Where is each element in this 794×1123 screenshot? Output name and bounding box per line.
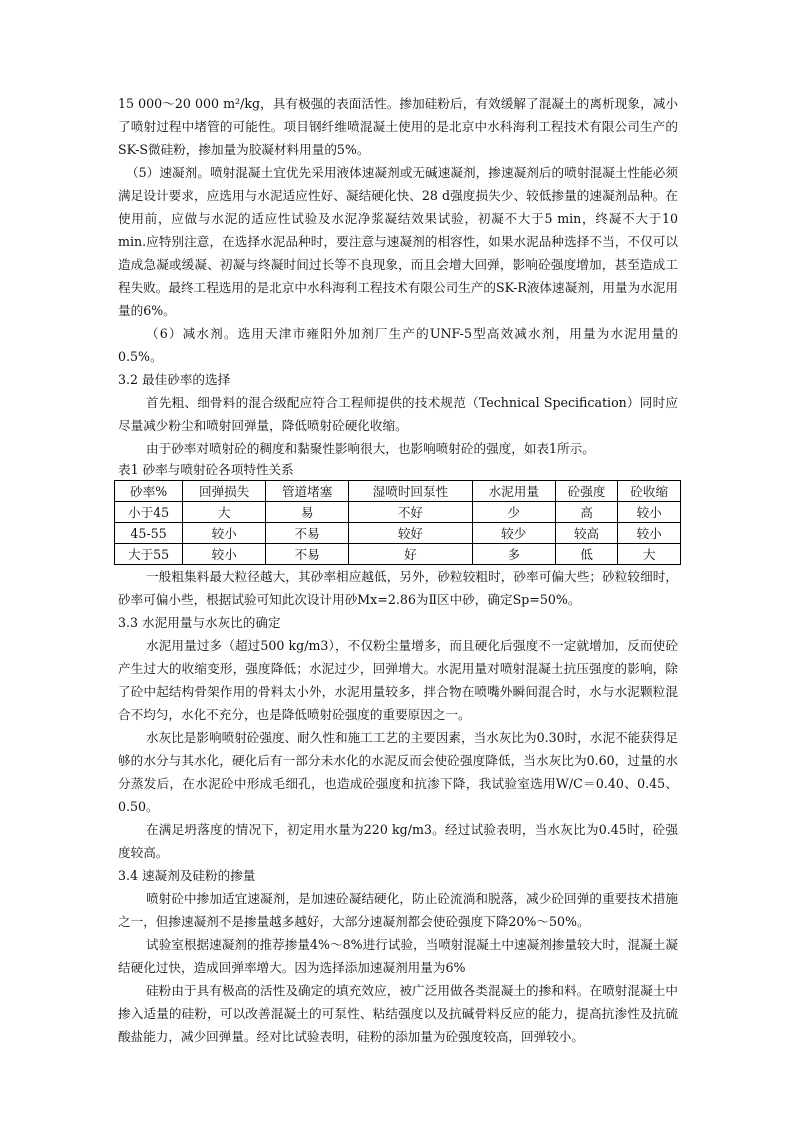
table-cell: 较小: [183, 544, 266, 565]
table-cell: 不好: [349, 502, 473, 523]
table-cell: 不易: [266, 523, 349, 544]
body-text-bottom: [118, 565, 678, 1048]
table-caption: 表1 砂率与喷射砼各项特性关系: [118, 462, 294, 477]
section-heading: 3.4 速凝剂及硅粉的掺量: [118, 868, 256, 883]
table-header-cell: 水泥用量: [472, 481, 555, 502]
table-row: [115, 544, 681, 565]
paragraph: （5）速凝剂。喷射混凝土宜优先采用液体速凝剂或无碱速凝剂，掺速凝剂后的喷射混凝土性能必须满足设计要求，应选用与水泥适应性好、凝结硬化快、28 d强度损失少、较低掺量的速凝剂品种。在使用前，应做与水泥的适应性试验及水泥净浆凝结效果试验，初凝不大于5 min，终凝不大于10 min.应特别注意，在选择水泥品种时，要注意与速凝剂的相容性，如果水泥品种选择不当，不仅可以造成急凝或缓凝、初凝与终凝时间过长等不良现象，而且会增大回弹，影响砼强度增加，甚至造成工程失败。最终工程选用的是北京中水科海利工程技术有限公司生产的SK-R液体速凝剂，用量为水泥用量的6%。: [118, 165, 678, 318]
table-cell: 45-55: [115, 523, 183, 544]
paragraph: 试验室根据速凝剂的推荐掺量4%～8%进行试验，当喷射混凝土中速凝剂掺量较大时，混凝土凝结硬化过快，造成回弹率增大。因为选择添加速凝剂用量为6%: [118, 937, 678, 975]
section-heading: 3.2 最佳砂率的选择: [118, 372, 231, 387]
table-header-row: [115, 481, 681, 502]
paragraph: （6）减水剂。选用天津市雍阳外加剂厂生产的UNF-5型高效减水剂，用量为水泥用量的0.5%。: [118, 326, 678, 364]
paragraph: 水泥用量过多（超过500 kg/m3），不仅粉尘量增多，而且硬化后强度不一定就增加，反而使砼产生过大的收缩变形，强度降低；水泥过少，回弹增大。水泥用量对喷射混凝土抗压强度的影响，除了砼中起结构骨架作用的骨料太小外，水泥用量较多，拌合物在喷嘴外瞬间混合时，水与水泥颗粒混合不均匀，水化不充分，也是降低喷射砼强度的重要原因之一。: [118, 638, 678, 722]
table-cell: 较小: [618, 523, 681, 544]
table-cell: 较好: [349, 523, 473, 544]
table-row: [115, 502, 681, 523]
paragraph: 喷射砼中掺加适宜速凝剂，是加速砼凝结硬化，防止砼流淌和脱落，减少砼回弹的重要技术措施之一，但掺速凝剂不是掺量越多越好，大部分速凝剂都会使砼强度下降20%～50%。: [118, 891, 678, 929]
table-cell: 少: [472, 502, 555, 523]
table-cell: 不易: [266, 544, 349, 565]
table-header-cell: 砼收缩: [618, 481, 681, 502]
paragraph: 首先粗、细骨料的混合级配应符合工程师提供的技术规范（Technical Specification）同时应尽量减少粉尘和喷射回弹量，降低喷射砼硬化收缩。: [118, 395, 678, 433]
table-cell: 较高: [555, 523, 618, 544]
paragraph: 由于砂率对喷射砼的稠度和黏聚性影响很大，也影响喷射砼的强度，如表1所示。: [146, 441, 595, 456]
table-cell: 高: [555, 502, 618, 523]
table-cell: 低: [555, 544, 618, 565]
table-cell: 大于55: [115, 544, 183, 565]
section-heading: 3.3 水泥用量与水灰比的确定: [118, 615, 281, 630]
table-header-cell: 砼强度: [555, 481, 618, 502]
table-cell: 大: [183, 502, 266, 523]
paragraph: 水灰比是影响喷射砼强度、耐久性和施工工艺的主要因素，当水灰比为0.30时，水泥不能获得足够的水分与其水化，硬化后有一部分未水化的水泥反而会使砼强度降低，当水灰比为0.60，过量的水分蒸发后，在水泥砼中形成毛细孔，也造成砼强度和抗渗下降，我试验室选用W/C＝0.40、0.45、0.50。: [118, 730, 678, 814]
document-page: [118, 92, 678, 1048]
table-cell: 好: [349, 544, 473, 565]
table-cell: 较小: [618, 502, 681, 523]
body-text-top: [118, 92, 678, 460]
table-header-cell: 湿喷时回泵性: [349, 481, 473, 502]
table-cell: 较少: [472, 523, 555, 544]
paragraph: 在满足坍落度的情况下，初定用水量为220 kg/m3。经过试验表明，当水灰比为0.45时，砼强度较高。: [118, 822, 678, 860]
table-cell: 易: [266, 502, 349, 523]
table-header-cell: 砂率%: [115, 481, 183, 502]
paragraph: 15 000～20 000 m²/kg，具有极强的表面活性。掺加硅粉后，有效缓解了混凝土的离析现象，减小了喷射过程中堵管的可能性。项目钢纤维喷混凝土使用的是北京中水科海利工程技术有限公司生产的SK-S微硅粉，掺加量为胶凝材料用量的5%。: [118, 96, 678, 157]
table-cell: 大: [618, 544, 681, 565]
table-cell: 较小: [183, 523, 266, 544]
data-table: [114, 480, 681, 565]
table-cell: 多: [472, 544, 555, 565]
table-cell: 小于45: [115, 502, 183, 523]
paragraph: 硅粉由于具有极高的活性及确定的填充效应，被广泛用做各类混凝土的掺和料。在喷射混凝土中掺入适量的硅粉，可以改善混凝土的可泵性、粘结强度以及抗碱骨料反应的能力，提高抗渗性及抗硫酸盐能力，减少回弹量。经对比试验表明，硅粉的添加量为砼强度较高，回弹较小。: [118, 983, 678, 1044]
paragraph: 一般粗集料最大粒径越大，其砂率相应越低，另外，砂粒较粗时，砂率可偏大些；砂粒较细时，砂率可偏小些，根据试验可知此次设计用砂Mx=2.86为Ⅱ区中砂，确定Sp=50%。: [118, 569, 678, 607]
table-header-cell: 管道堵塞: [266, 481, 349, 502]
table-row: [115, 523, 681, 544]
table-header-cell: 回弹损失: [183, 481, 266, 502]
